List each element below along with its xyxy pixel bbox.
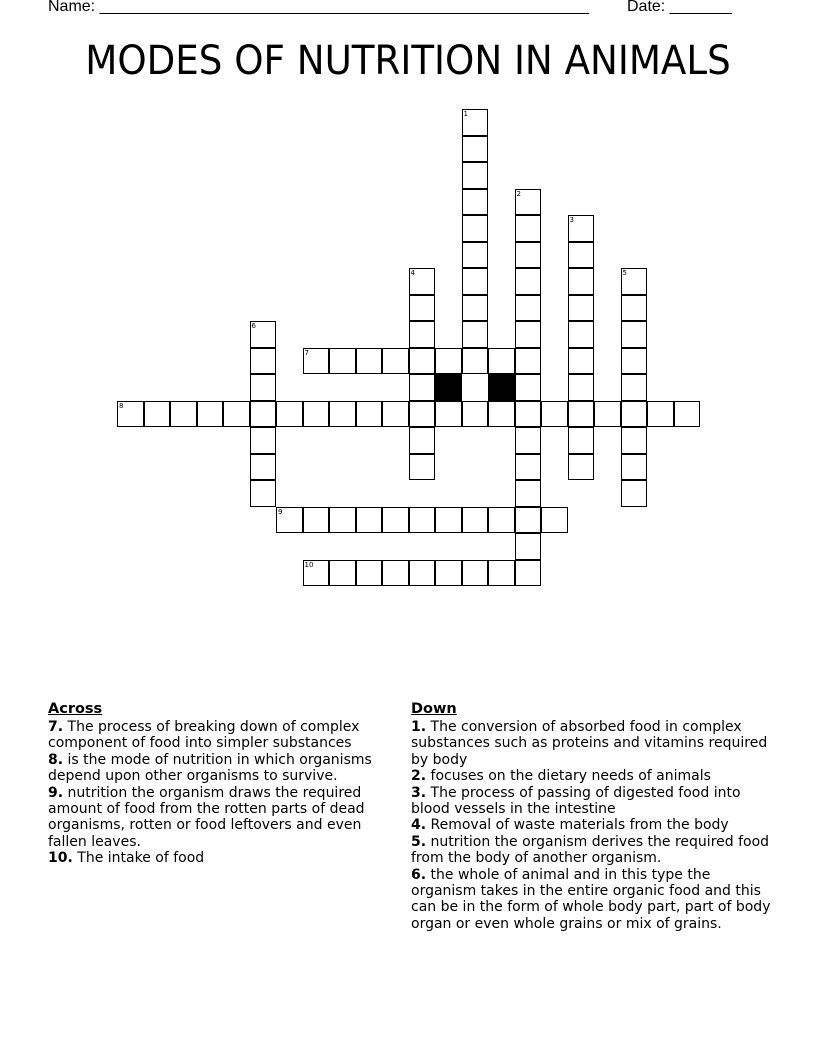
answer-cell[interactable] xyxy=(594,401,621,428)
answer-cell[interactable] xyxy=(621,454,648,481)
answer-cell[interactable] xyxy=(568,321,595,348)
answer-cell[interactable] xyxy=(515,215,542,242)
black-cell xyxy=(435,374,462,401)
answer-cell[interactable] xyxy=(621,295,648,322)
answer-cell[interactable] xyxy=(515,321,542,348)
answer-cell[interactable] xyxy=(621,321,648,348)
answer-cell[interactable] xyxy=(435,348,462,375)
answer-cell[interactable] xyxy=(409,507,436,534)
date-field-label: Date: _______ xyxy=(627,0,732,15)
clue-text: The process of passing of digested food into blood vessels in the intestine xyxy=(411,784,741,818)
answer-cell[interactable] xyxy=(515,401,542,428)
answer-cell[interactable] xyxy=(568,295,595,322)
answer-cell[interactable] xyxy=(462,401,489,428)
answer-cell[interactable] xyxy=(329,507,356,534)
answer-cell[interactable] xyxy=(250,374,277,401)
answer-cell[interactable] xyxy=(515,268,542,295)
answer-cell[interactable] xyxy=(515,295,542,322)
answer-cell[interactable] xyxy=(515,560,542,587)
answer-cell[interactable] xyxy=(621,427,648,454)
clue-number: 1 xyxy=(463,110,468,118)
answer-cell[interactable] xyxy=(488,560,515,587)
answer-cell[interactable] xyxy=(568,427,595,454)
clue-number: 2. xyxy=(411,768,427,785)
answer-cell[interactable] xyxy=(382,507,409,534)
across-clues xyxy=(48,700,398,867)
answer-cell[interactable] xyxy=(462,348,489,375)
clue-number: 10 xyxy=(304,560,314,569)
answer-cell[interactable] xyxy=(382,348,409,375)
answer-cell[interactable] xyxy=(515,507,542,534)
clue-text: The conversion of absorbed food in complex substances such as proteins and vitamins required by body xyxy=(411,719,768,768)
answer-cell[interactable] xyxy=(462,189,489,216)
across-clue xyxy=(48,752,398,785)
answer-cell[interactable] xyxy=(356,507,383,534)
clue-text: Removal of waste materials from the body xyxy=(426,817,729,834)
answer-cell[interactable] xyxy=(250,480,277,507)
answer-cell[interactable] xyxy=(409,374,436,401)
answer-cell[interactable] xyxy=(488,348,515,375)
clue-number: 6. xyxy=(411,866,427,883)
answer-cell[interactable] xyxy=(515,427,542,454)
clue-number: 8. xyxy=(48,751,64,768)
answer-cell[interactable] xyxy=(356,348,383,375)
answer-cell[interactable] xyxy=(462,321,489,348)
answer-cell[interactable] xyxy=(409,295,436,322)
answer-cell[interactable] xyxy=(621,374,648,401)
clue-number: 4 xyxy=(410,269,415,277)
answer-cell[interactable] xyxy=(621,348,648,375)
across-clue-list xyxy=(48,719,398,867)
answer-cell[interactable] xyxy=(488,507,515,534)
clue-number: 8 xyxy=(119,401,124,410)
answer-cell[interactable] xyxy=(435,401,462,428)
answer-cell[interactable] xyxy=(435,507,462,534)
clue-text: nutrition the organism draws the required amount of food from the rotten parts of dead organisms, rotten or food leftovers and even fallen leaves. xyxy=(48,784,365,850)
answer-cell[interactable] xyxy=(409,454,436,481)
answer-cell[interactable] xyxy=(515,242,542,269)
answer-cell[interactable] xyxy=(382,560,409,587)
black-cell xyxy=(488,374,515,401)
answer-cell[interactable] xyxy=(568,454,595,481)
clue-text: is the mode of nutrition in which organisms depend upon other organisms to survive. xyxy=(48,751,372,785)
answer-cell[interactable] xyxy=(250,454,277,481)
answer-cell[interactable] xyxy=(144,401,171,428)
clue-number: 5 xyxy=(622,269,627,277)
clue-number: 9. xyxy=(48,784,64,801)
answer-cell[interactable] xyxy=(409,401,436,428)
answer-cell[interactable] xyxy=(568,268,595,295)
answer-cell[interactable] xyxy=(462,295,489,322)
answer-cell[interactable] xyxy=(409,321,436,348)
answer-cell[interactable] xyxy=(303,401,330,428)
clue-number: 10. xyxy=(48,850,73,867)
answer-cell[interactable] xyxy=(250,348,277,375)
answer-cell[interactable] xyxy=(409,427,436,454)
name-field-label: Name: _______________________________________________________ xyxy=(48,0,589,15)
page-title: MODES OF NUTRITION IN ANIMALS xyxy=(85,38,731,84)
answer-cell[interactable] xyxy=(568,242,595,269)
clue-text: focuses on the dietary needs of animals xyxy=(426,768,711,785)
answer-cell[interactable] xyxy=(462,507,489,534)
answer-cell[interactable] xyxy=(276,401,303,428)
clue-text: nutrition the organism derives the required food from the body of another organism. xyxy=(411,833,770,867)
down-clue-list xyxy=(411,719,771,932)
answer-cell[interactable] xyxy=(568,374,595,401)
answer-cell[interactable] xyxy=(621,401,648,428)
answer-cell[interactable] xyxy=(329,560,356,587)
answer-cell[interactable] xyxy=(356,401,383,428)
answer-cell[interactable] xyxy=(382,401,409,428)
down-clue xyxy=(411,785,771,818)
answer-cell[interactable] xyxy=(223,401,250,428)
clue-number: 3 xyxy=(569,216,574,224)
answer-cell[interactable] xyxy=(515,348,542,375)
answer-cell[interactable] xyxy=(170,401,197,428)
clue-number: 6 xyxy=(251,322,256,330)
answer-cell[interactable] xyxy=(303,507,330,534)
answer-cell[interactable] xyxy=(647,401,674,428)
down-clue xyxy=(411,768,771,784)
answer-cell[interactable] xyxy=(197,401,224,428)
clue-number: 7. xyxy=(48,719,64,735)
answer-cell[interactable] xyxy=(462,215,489,242)
answer-cell[interactable] xyxy=(541,507,568,534)
answer-cell[interactable] xyxy=(541,401,568,428)
answer-cell[interactable] xyxy=(462,268,489,295)
clue-number: 3. xyxy=(411,784,427,801)
down-clue xyxy=(411,867,771,933)
clue-number: 5. xyxy=(411,833,427,850)
clue-number: 4. xyxy=(411,817,427,834)
across-clue xyxy=(48,850,398,866)
answer-cell[interactable] xyxy=(250,401,277,428)
answer-cell[interactable] xyxy=(329,401,356,428)
answer-cell[interactable] xyxy=(462,242,489,269)
clue-text: The process of breaking down of complex component of food into simpler substances xyxy=(48,719,360,752)
down-clue xyxy=(411,817,771,833)
answer-cell[interactable] xyxy=(515,454,542,481)
across-clue xyxy=(48,719,398,752)
answer-cell[interactable] xyxy=(329,348,356,375)
answer-cell[interactable] xyxy=(462,560,489,587)
answer-cell[interactable] xyxy=(621,480,648,507)
answer-cell[interactable] xyxy=(515,374,542,401)
answer-cell[interactable] xyxy=(409,560,436,587)
answer-cell[interactable] xyxy=(250,427,277,454)
answer-cell[interactable] xyxy=(515,533,542,560)
answer-cell[interactable] xyxy=(356,560,383,587)
answer-cell[interactable] xyxy=(409,348,436,375)
down-clue xyxy=(411,719,771,768)
clue-text: The intake of food xyxy=(72,850,205,867)
clue-number: 7 xyxy=(304,348,309,357)
down-heading: Down xyxy=(411,701,457,717)
clue-number: 1. xyxy=(411,719,427,735)
answer-cell[interactable] xyxy=(435,560,462,587)
clue-number: 9 xyxy=(278,507,283,516)
answer-cell[interactable] xyxy=(568,348,595,375)
across-clue xyxy=(48,785,398,851)
clue-text: the whole of animal and in this type the organism takes in the entire organic food and this can be in the form of whole body part, part of body organ or even whole grains or mix of grains. xyxy=(411,866,771,932)
answer-cell[interactable] xyxy=(515,480,542,507)
down-clue xyxy=(411,834,771,867)
answer-cell[interactable] xyxy=(462,162,489,189)
down-clues xyxy=(411,700,771,932)
clue-number: 2 xyxy=(516,189,521,198)
across-heading: Across xyxy=(48,701,103,717)
answer-cell[interactable] xyxy=(462,136,489,163)
answer-cell[interactable] xyxy=(568,401,595,428)
answer-cell[interactable] xyxy=(674,401,701,428)
answer-cell[interactable] xyxy=(488,401,515,428)
